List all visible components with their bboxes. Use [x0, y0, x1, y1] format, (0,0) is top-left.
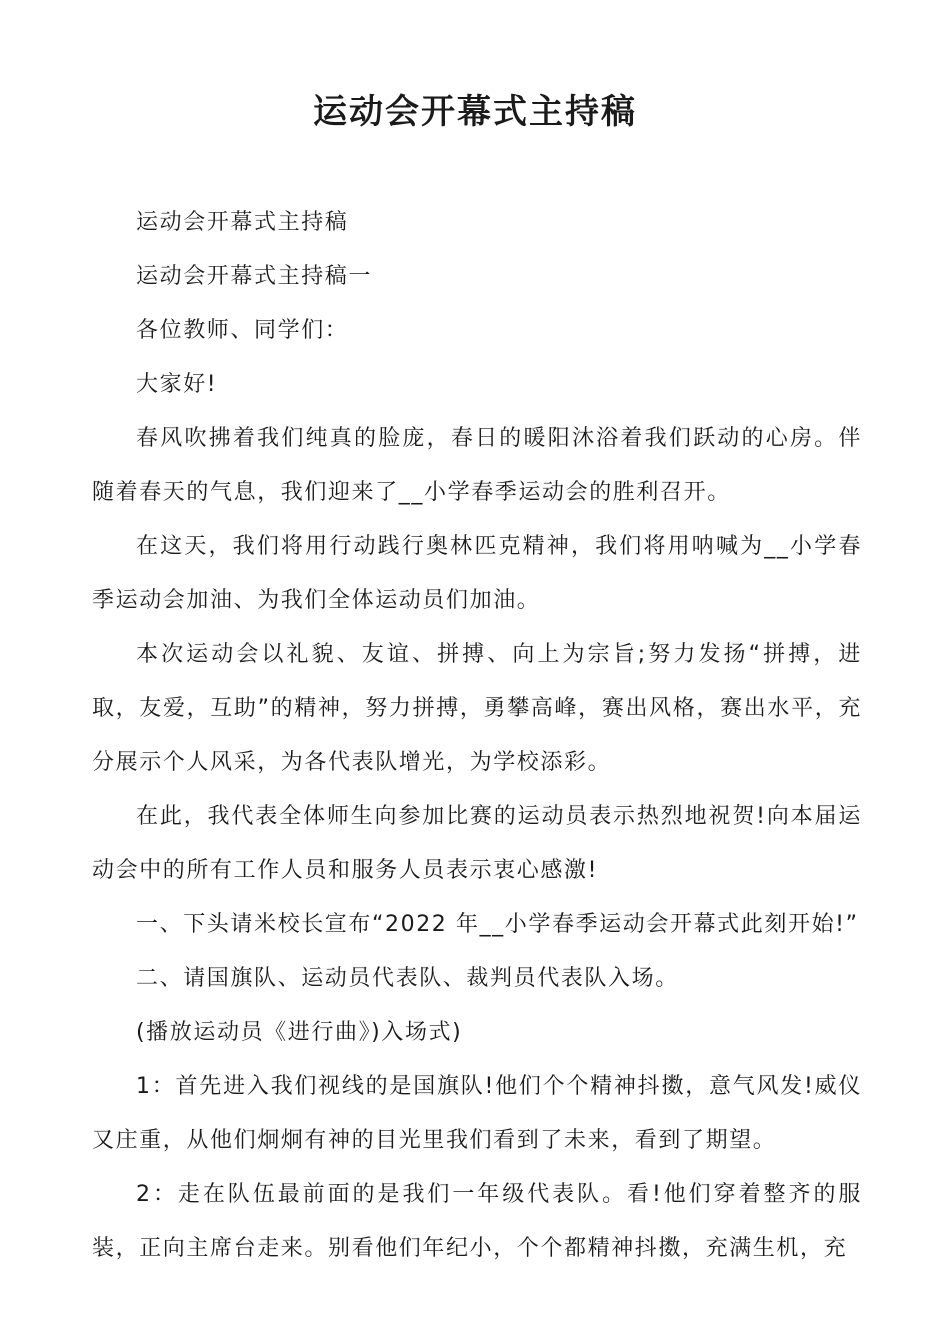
paragraph-subtitle: 运动会开幕式主持稿	[136, 210, 349, 235]
paragraph-purpose: 本次运动会以礼貌、友谊、拼搏、向上为宗旨;努力发扬“拼搏，进取，友爱，互助”的精神，努力拼搏，勇攀高峰，赛出风格，赛出水平，充分展示个人风采，为各代表队增光，为学校添彩。	[92, 642, 862, 775]
paragraph-opening-announcement: 一、下头请米校长宣布“2022 年__小学春季运动会开幕式此刻开始!”	[136, 912, 859, 937]
paragraph-spring-intro: 春风吹拂着我们纯真的脸庞，春日的暖阳沐浴着我们跃动的心房。伴随着春天的气息，我们迎来了__小学春季运动会的胜利召开。	[92, 426, 862, 505]
document-body	[92, 196, 862, 1276]
paragraph-salutation: 各位教师、同学们：	[136, 318, 349, 343]
paragraph-olympic-spirit: 在这天，我们将用行动践行奥林匹克精神，我们将用呐喊为__小学春季运动会加油、为我们全体运动员们加油。	[92, 534, 862, 613]
paragraph-first-grade-team: 2：走在队伍最前面的是我们一年级代表队。看!他们穿着整齐的服装，正向主席台走来。别看他们年纪小，个个都精神抖擞，充满生机，充	[92, 1182, 862, 1261]
paragraph-march-music: (播放运动员《进行曲》)入场式)	[136, 1020, 463, 1045]
paragraph-flag-team: 1：首先进入我们视线的是国旗队!他们个个精神抖擞，意气风发!威仪又庄重，从他们炯炯有神的目光里我们看到了未来，看到了期望。	[92, 1074, 862, 1153]
paragraph-section-heading: 运动会开幕式主持稿一	[136, 264, 373, 289]
paragraph-greeting: 大家好!	[136, 372, 218, 397]
paragraph-teams-entry: 二、请国旗队、运动员代表队、裁判员代表队入场。	[136, 966, 679, 991]
paragraph-congratulations: 在此，我代表全体师生向参加比赛的运动员表示热烈地祝贺!向本届运动会中的所有工作人员和服务人员表示衷心感激!	[92, 804, 862, 883]
document-title: 运动会开幕式主持稿	[313, 92, 637, 132]
